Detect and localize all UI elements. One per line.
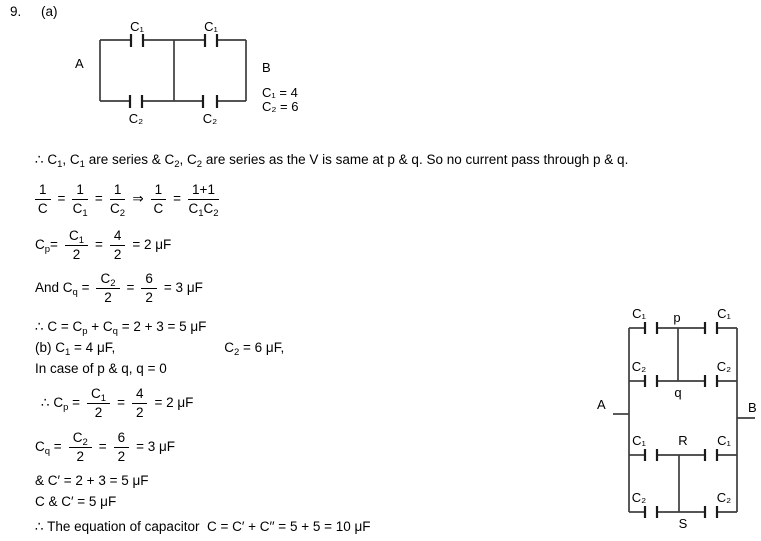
node-label-b: B	[748, 400, 757, 415]
cap-label-c1-top-right: C₁	[204, 19, 218, 34]
cap-label-c1-row3-right: C₁	[717, 433, 731, 448]
part-a-label: (a)	[41, 4, 58, 19]
cap-label-c2-row4-left: C₂	[631, 490, 647, 505]
circuit-b-wires	[613, 328, 755, 512]
node-label-r: R	[678, 433, 688, 448]
given-value-c2: C₂ = 6	[262, 99, 299, 114]
cap-label-c2-row4-right: C₂	[716, 490, 732, 505]
solution-line-3: $C_p=$ $\frac{C_1}{2}$ = $\frac{4}{2}$ = 2 μF	[35, 228, 172, 262]
cap-label-c2-row2-right: C₂	[716, 359, 732, 374]
solution-line-10: & C′ = 2 + 3 = 5 μF	[35, 473, 149, 488]
cap-label-c2-bottom-left: C₂	[128, 111, 144, 126]
node-label-p: p	[673, 310, 681, 325]
solution-line-12: ∴ The equation of capacitor C = C′ + C′′ = 5 + 5 = 10 μF	[35, 519, 371, 534]
solution-line-8: ∴ $C_p$ = $\frac{C_1}{2}$ = $\frac{4}{2}$ = 2 μF	[41, 386, 194, 420]
cap-label-c2-bottom-right: C₂	[202, 111, 218, 126]
solution-line-6: (b) $C_1 = 4$ μF, $C_2 = 6$ μF,	[35, 340, 285, 358]
node-label-q: q	[674, 385, 682, 400]
solution-line-5: ∴ $C = C_p + C_q = 2 + 3 = 5$ μF	[35, 319, 207, 337]
solution-line-4: And $C_q$ = $\frac{C_2}{2}$ = $\frac{6}{2}$ = 3 μF	[35, 271, 203, 305]
circuit-diagram-part-b	[585, 295, 761, 541]
given-value-c1: C₁ = 4	[262, 85, 298, 100]
node-label-a: A	[597, 397, 606, 412]
cap-label-c2-row2-left: C₂	[631, 359, 647, 374]
cap-label-c1-top-left: C₁	[130, 19, 144, 34]
node-label-a: A	[75, 56, 84, 71]
cap-label-c1-row3-left: C₁	[632, 433, 646, 448]
question-number: 9.	[10, 4, 22, 19]
solution-line-2: $\frac{1}{C}$ = $\frac{1}{C_1}$ = $\frac{1}{C_2}$ ⇒ $\frac{1}{C}$ = $\frac{1+1}{C_1C_2}$	[35, 182, 219, 217]
node-label-s: S	[678, 516, 688, 531]
solution-line-1: ∴ $C_1$, $C_1$ are series & $C_2$, $C_2$ are series as the V is same at p & q. So no current pass through p & q.	[35, 152, 629, 170]
cap-label-c1-row1-right: C₁	[717, 306, 731, 321]
solution-line-9: $C_q$ = $\frac{C_2}{2}$ = $\frac{6}{2}$ = 3 μF	[35, 430, 176, 464]
circuit-diagram-part-a	[70, 18, 330, 138]
cap-label-c1-row1-left: C₁	[632, 306, 646, 321]
circuit-b-capacitor-plates	[645, 322, 717, 518]
node-label-b: B	[262, 60, 271, 75]
solution-line-11: C & C′ = 5 μF	[35, 494, 117, 509]
solution-line-7: In case of p & q, q = 0	[35, 361, 167, 376]
circuit-a-wires	[100, 40, 246, 101]
